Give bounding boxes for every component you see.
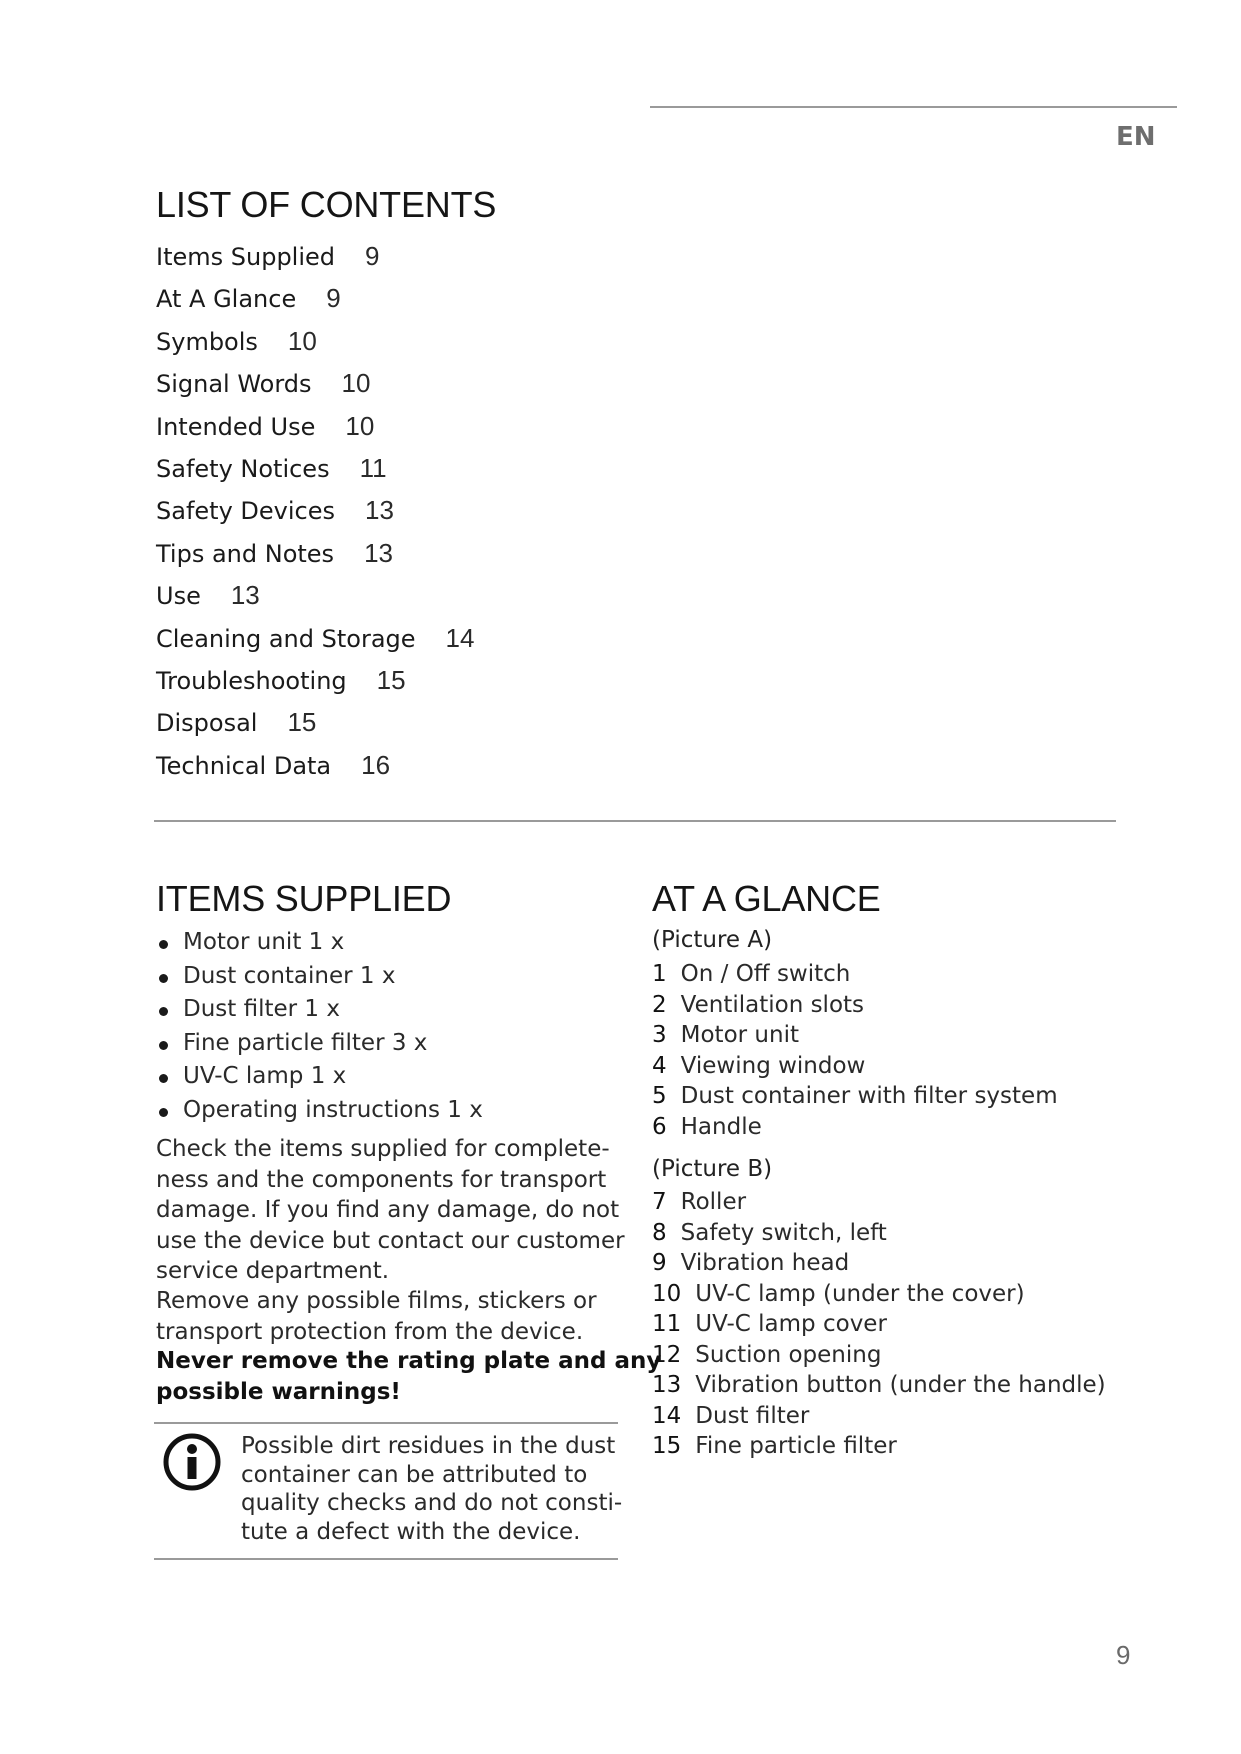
part-number: 13 bbox=[652, 1372, 682, 1398]
contents-entry-page: 13 bbox=[230, 580, 260, 611]
part-item bbox=[652, 1370, 1106, 1401]
contents-entry-label: Intended Use bbox=[156, 412, 316, 441]
part-label: UV-C lamp (under the cover) bbox=[695, 1280, 1025, 1307]
note-bottom-rule bbox=[154, 1558, 618, 1560]
part-number: 5 bbox=[652, 1083, 667, 1109]
language-label: EN bbox=[1116, 122, 1156, 152]
contents-entry bbox=[156, 448, 474, 490]
part-number: 2 bbox=[652, 991, 667, 1018]
contents-entry-label: Items Supplied bbox=[156, 243, 336, 271]
picture-a-label: (Picture A) bbox=[652, 927, 773, 953]
contents-entry-page: 11 bbox=[359, 453, 387, 484]
header-rule bbox=[650, 106, 1177, 108]
contents-title: LIST OF CONTENTS bbox=[156, 184, 497, 225]
part-label: UV-C lamp cover bbox=[695, 1311, 887, 1337]
part-item bbox=[652, 1401, 1106, 1432]
contents-list bbox=[156, 236, 474, 787]
contents-entry bbox=[156, 321, 474, 363]
contents-entry-label: Symbols bbox=[156, 327, 258, 356]
part-label: Vibration head bbox=[680, 1250, 850, 1276]
part-label: Ventilation slots bbox=[680, 991, 865, 1018]
contents-entry-page: 15 bbox=[287, 707, 317, 738]
part-number: 8 bbox=[652, 1219, 667, 1246]
part-item bbox=[652, 990, 1058, 1021]
part-item bbox=[652, 1248, 1106, 1279]
contents-entry bbox=[156, 575, 474, 617]
part-item bbox=[652, 1051, 1058, 1082]
part-item bbox=[652, 1081, 1058, 1112]
part-number: 7 bbox=[652, 1189, 667, 1215]
contents-entry-label: Signal Words bbox=[156, 370, 312, 399]
part-label: Vibration button (under the handle) bbox=[695, 1372, 1106, 1398]
part-number: 11 bbox=[652, 1311, 682, 1337]
contents-entry-page: 10 bbox=[287, 325, 317, 356]
contents-entry-label: Use bbox=[156, 582, 201, 611]
items-supplied-list bbox=[156, 926, 483, 1127]
contents-entry bbox=[156, 278, 474, 320]
contents-entry-label: Safety Devices bbox=[156, 497, 335, 526]
parts-list-a bbox=[652, 959, 1058, 1142]
part-item bbox=[652, 1279, 1106, 1310]
part-number: 1 bbox=[652, 961, 667, 987]
contents-entry bbox=[156, 406, 474, 448]
part-label: Motor unit bbox=[680, 1022, 799, 1048]
contents-entry bbox=[156, 490, 474, 532]
contents-entry-label: Safety Notices bbox=[156, 455, 330, 484]
note-text: Possible dirt residues in the dust container can be attributed to quality checks and do not consti- tute a defect with the device. bbox=[241, 1433, 623, 1545]
contents-entry-label: Cleaning and Storage bbox=[156, 624, 416, 653]
part-number: 10 bbox=[652, 1280, 682, 1307]
part-item bbox=[652, 1218, 1106, 1249]
part-number: 3 bbox=[652, 1022, 667, 1048]
part-number: 12 bbox=[652, 1341, 682, 1368]
info-icon bbox=[162, 1432, 222, 1492]
contents-entry bbox=[156, 363, 474, 405]
part-item bbox=[652, 1020, 1058, 1051]
part-item bbox=[652, 1340, 1106, 1371]
contents-entry bbox=[156, 618, 474, 660]
part-number: 14 bbox=[652, 1402, 682, 1429]
part-label: On / Off switch bbox=[680, 961, 851, 987]
contents-entry-page: 10 bbox=[345, 410, 375, 441]
part-number: 6 bbox=[652, 1113, 667, 1140]
contents-entry-page: 15 bbox=[376, 665, 406, 696]
section-divider bbox=[154, 820, 1116, 822]
note-top-rule bbox=[154, 1422, 618, 1424]
contents-entry-page: 10 bbox=[341, 368, 371, 399]
part-label: Suction opening bbox=[695, 1341, 882, 1368]
contents-entry-page: 13 bbox=[364, 537, 393, 568]
list-item: Operating instructions 1 x bbox=[156, 1094, 483, 1128]
contents-entry-label: Disposal bbox=[156, 709, 258, 738]
part-label: Roller bbox=[680, 1189, 747, 1215]
contents-entry-page: 13 bbox=[364, 495, 394, 526]
contents-entry-page: 9 bbox=[365, 241, 380, 271]
list-item: Dust container 1 x bbox=[156, 960, 483, 994]
part-label: Handle bbox=[680, 1113, 762, 1140]
contents-entry bbox=[156, 660, 474, 702]
check-paragraph: Check the items supplied for complete- ness and the components for transport damage. If you find any damage, do not use the device but contact our customer service department. bbox=[156, 1136, 625, 1284]
list-item: Dust filter 1 x bbox=[156, 993, 483, 1027]
contents-entry-label: At A Glance bbox=[156, 285, 297, 314]
part-number: 15 bbox=[652, 1433, 682, 1459]
remove-paragraph: Remove any possible films, stickers or transport protection from the device. bbox=[156, 1288, 597, 1345]
page-number: 9 bbox=[1116, 1640, 1131, 1670]
contents-entry bbox=[156, 702, 474, 744]
contents-entry-page: 14 bbox=[445, 622, 475, 653]
part-number: 9 bbox=[652, 1250, 667, 1276]
list-item: Motor unit 1 x bbox=[156, 926, 483, 960]
contents-entry-label: Technical Data bbox=[156, 751, 332, 780]
part-item bbox=[652, 1187, 1106, 1218]
picture-b-label: (Picture B) bbox=[652, 1156, 773, 1182]
contents-entry bbox=[156, 236, 474, 278]
part-label: Safety switch, left bbox=[680, 1219, 887, 1246]
part-item bbox=[652, 1431, 1106, 1462]
part-label: Dust container with filter system bbox=[680, 1083, 1058, 1109]
contents-entry-page: 16 bbox=[361, 749, 391, 780]
contents-entry bbox=[156, 745, 474, 787]
part-item bbox=[652, 959, 1058, 990]
part-item bbox=[652, 1112, 1058, 1143]
warning-paragraph: Never remove the rating plate and any possible warnings! bbox=[156, 1348, 662, 1405]
items-supplied-title: ITEMS SUPPLIED bbox=[156, 878, 452, 919]
parts-list-b bbox=[652, 1187, 1106, 1462]
contents-entry-label: Troubleshooting bbox=[156, 667, 347, 696]
part-number: 4 bbox=[652, 1052, 667, 1079]
contents-entry-page: 9 bbox=[326, 283, 341, 314]
part-label: Viewing window bbox=[680, 1052, 866, 1079]
part-label: Fine particle filter bbox=[695, 1433, 897, 1459]
list-item: UV-C lamp 1 x bbox=[156, 1060, 483, 1094]
contents-entry bbox=[156, 533, 474, 575]
list-item: Fine particle filter 3 x bbox=[156, 1027, 483, 1061]
at-a-glance-title: AT A GLANCE bbox=[652, 878, 881, 919]
part-label: Dust filter bbox=[695, 1402, 810, 1429]
part-item bbox=[652, 1309, 1106, 1340]
contents-entry-label: Tips and Notes bbox=[156, 539, 335, 568]
